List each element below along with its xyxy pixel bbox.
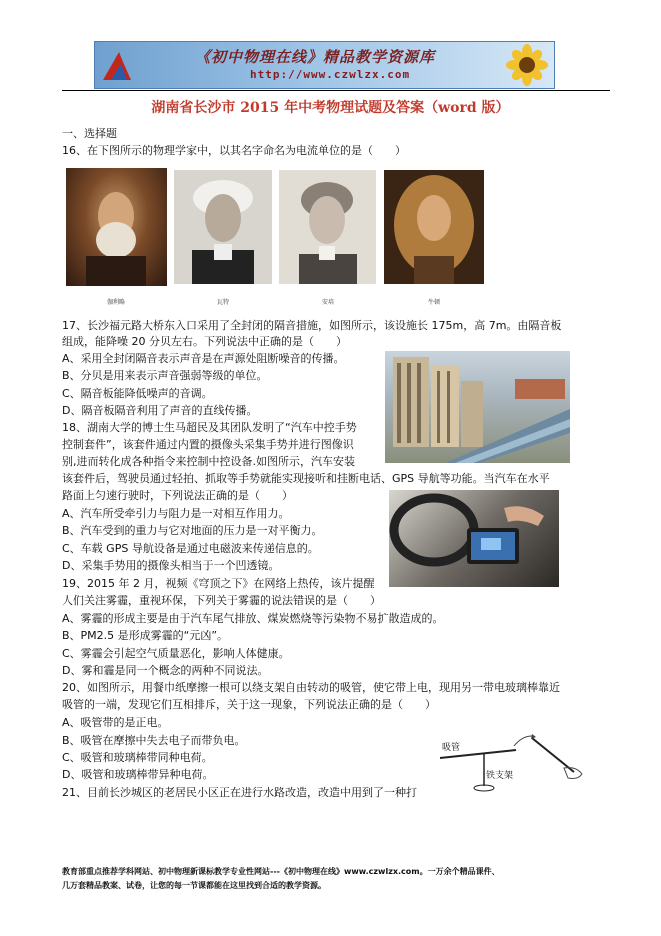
footer-line1: 教育部重点推荐学科网站、初中物理新课标教学专业性网站---《初中物理在线》www.czwlzx.com。一万余个精品课件、 — [62, 867, 500, 876]
q16-stem: 16、在下图所示的物理学家中，以其名字命名为电流单位的是（ ） — [62, 144, 406, 157]
q20-option-c: C、吸管和玻璃棒带同种电荷。 — [62, 751, 213, 764]
header-banner — [94, 41, 555, 89]
q20-option-a: A、吸管带的是正电。 — [62, 716, 169, 729]
q18-option-b: B、汽车受到的重力与它对地面的压力是一对平衡力。 — [62, 524, 323, 537]
header-rule — [62, 90, 610, 91]
q18-option-c: C、车载 GPS 导航设备是通过电磁波来传递信息的。 — [62, 542, 319, 555]
section-heading: 一、选择题 — [62, 127, 117, 140]
q17-option-d: D、隔音板隔音利用了声音的直线传播。 — [62, 404, 258, 417]
portrait-watt — [174, 170, 272, 284]
q18-stem-line2: 控制套件”，该套件通过内置的摄像头采集手势并进行图像识 — [62, 438, 354, 451]
q18-stem-line1: 18、湖南大学的博士生马超民及其团队发明了“汽车中控手势 — [62, 421, 357, 434]
q18-option-a: A、汽车所受牵引力与阻力是一对相互作用力。 — [62, 507, 290, 520]
q20-stem-line2: 吸管的一端，发现它们互相排斥，关于这一现象，下列说法正确的是（ ） — [62, 698, 436, 711]
label-iron-stand: 铁支架 — [486, 771, 514, 781]
q19-stem-line1: 19、2015 年 2 月，视频《穹顶之下》在网络上热传，该片提醒 — [62, 577, 375, 590]
q18-stem-line3: 别,进而转化成各种指令来控制中控设备.如图所示，汽车安装 — [62, 455, 355, 468]
q18-stem-line5: 路面上匀速行驶时，下列说法正确的是（ ） — [62, 489, 293, 502]
banner-title: 《初中物理在线》精品教学资源库 — [195, 48, 436, 66]
sunflower-icon — [506, 44, 548, 86]
q17-stem-line1: 17、长沙福元路大桥东入口采用了全封闭的隔音措施，如图所示，该设施长 175m，高 7m。由隔音板 — [62, 319, 562, 332]
footer-line2: 几万套精品教案、试卷，让您的每一节课都能在这里找到合适的教学资源。 — [62, 881, 326, 890]
caption-galileo: 伽利略 — [106, 299, 125, 306]
portrait-newton — [384, 170, 484, 284]
caption-watt: 瓦特 — [216, 299, 229, 306]
q19-option-c: C、雾霾会引起空气质量恶化，影响人体健康。 — [62, 647, 290, 660]
q21-stem-line1: 21、目前长沙城区的老居民小区正在进行水路改造，改造中用到了一种打 — [62, 786, 417, 799]
caption-ampere: 安培 — [321, 299, 334, 306]
q19-stem-line2: 人们关注雾霾，重视环保，下列关于雾霾的说法错误的是（ ） — [62, 594, 381, 607]
q18-stem-line4: 该套件后，驾驶员通过轻拍、抓取等手势就能实现接听和挂断电话、GPS 导航等功能。当汽车在水平 — [62, 472, 550, 485]
q20-option-b: B、吸管在摩擦中失去电子而带负电。 — [62, 734, 246, 747]
caption-newton: 牛顿 — [427, 299, 440, 306]
site-logo-icon — [101, 48, 135, 82]
q17-option-b: B、分贝是用来表示声音强弱等级的单位。 — [62, 369, 268, 382]
figure-straw-and-stand — [436, 728, 586, 796]
footer — [62, 865, 610, 893]
q19-option-b: B、PM2.5 是形成雾霾的“元凶”。 — [62, 629, 229, 642]
q20-stem-line1: 20、如图所示，用餐巾纸摩擦一根可以绕支架自由转动的吸管，使它带上电，现用另一带电玻璃棒靠近 — [62, 681, 560, 694]
photo-car-gesture-control — [389, 490, 559, 587]
q17-option-a: A、采用全封闭隔音表示声音是在声源处阻断噪音的传播。 — [62, 352, 345, 365]
q19-option-d: D、雾和霾是同一个概念的两种不同说法。 — [62, 664, 269, 677]
banner-url[interactable]: http://www.czwlzx.com — [250, 68, 411, 81]
photo-sound-barrier — [385, 351, 570, 463]
q17-option-c: C、隔音板能降低噪声的音调。 — [62, 387, 213, 400]
q19-option-a: A、雾霾的形成主要是由于汽车尾气排放、煤炭燃烧等污染物不易扩散造成的。 — [62, 612, 444, 625]
q18-option-d: D、采集手势用的摄像头相当于一个凹透镜。 — [62, 559, 280, 572]
document-title: 湖南省长沙市 2015 年中考物理试题及答案（word 版） — [151, 100, 510, 116]
portrait-galileo — [66, 168, 167, 286]
portrait-ampere — [279, 170, 376, 284]
label-straw: 吸管 — [442, 743, 461, 753]
q17-stem-line2: 组成，能降噪 20 分贝左右。下列说法中正确的是（ ） — [62, 335, 347, 348]
q20-option-d: D、吸管和玻璃棒带异种电荷。 — [62, 768, 214, 781]
